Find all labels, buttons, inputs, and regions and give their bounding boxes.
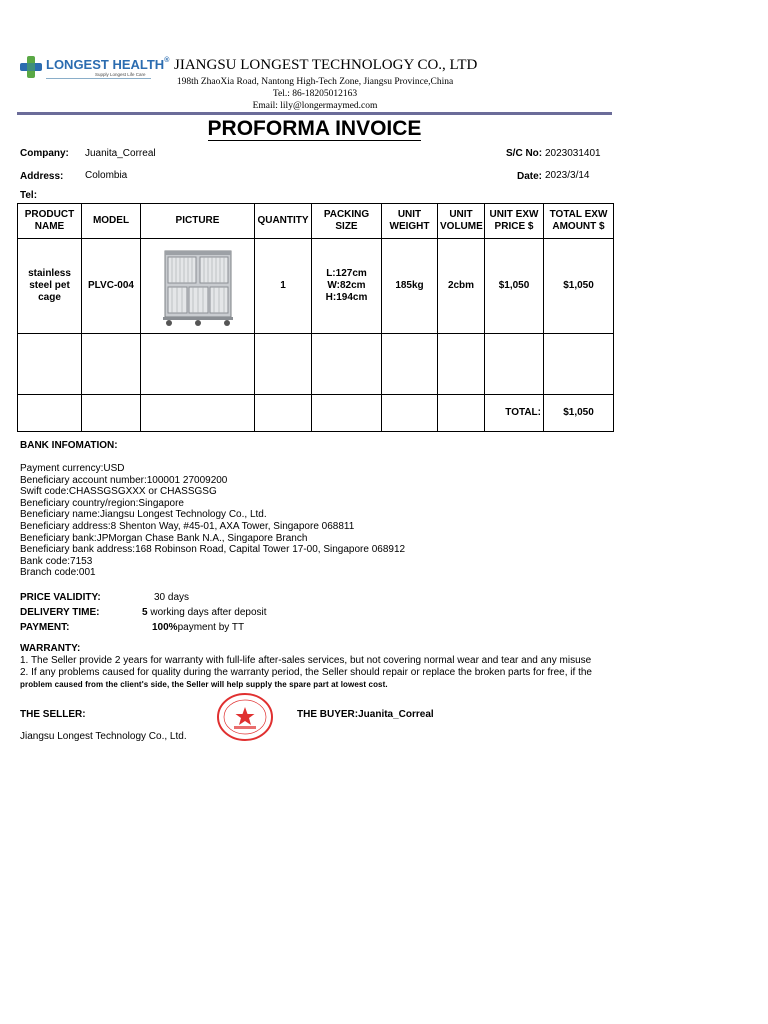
price-validity-label: PRICE VALIDITY: [20, 592, 101, 603]
col-header: UNIT EXW PRICE $ [485, 204, 544, 239]
cell-picture [141, 239, 255, 334]
warranty-line-2: 2. If any problems caused for quality during the warranty period, the Seller should repair or replace the broken parts for free, if the [20, 667, 592, 678]
bank-line: Beneficiary bank address:168 Robinson Road, Capital Tower 17-00, Singapore 068912 [20, 544, 406, 556]
company-label: Company: [20, 148, 69, 159]
col-header: PICTURE [141, 204, 255, 239]
payment-label: PAYMENT: [20, 622, 70, 633]
bank-line: Branch code:001 [20, 567, 96, 579]
tel-label: Tel: [20, 190, 38, 201]
delivery-time-value: 5 working days after deposit [142, 607, 267, 618]
delivery-time-label: DELIVERY TIME: [20, 607, 100, 618]
bank-info-block [20, 463, 405, 579]
bank-heading: BANK INFOMATION: [20, 440, 118, 451]
table-row-empty [18, 334, 614, 395]
address-value: Colombia [85, 170, 128, 181]
page-title: PROFORMA INVOICE [207, 117, 422, 140]
cell-packing-size [312, 239, 382, 334]
col-header: MODEL [82, 204, 141, 239]
address-label: Address: [20, 171, 64, 182]
company-name: JIANGSU LONGEST TECHNOLOGY CO., LTD [174, 57, 478, 73]
cell-unit-price: $1,050 [485, 239, 544, 334]
packing-width: W:82cm [327, 280, 366, 291]
buyer-label: THE BUYER:Juanita_Correal [297, 709, 434, 720]
seller-company: Jiangsu Longest Technology Co., Ltd. [20, 731, 187, 742]
bank-line: Beneficiary account number:100001 27009200 [20, 474, 228, 486]
warranty-line-1: 1. The Seller provide 2 years for warranty with full-life after-sales services, but not covering normal wear and tear and any misuse [20, 655, 592, 666]
table-total-row [18, 395, 614, 432]
logo-tagline: Supply Longest Life Care [95, 72, 146, 77]
date-label: Date: [517, 171, 543, 182]
cell-total-amount: $1,050 [544, 239, 614, 334]
col-header: UNIT VOLUME [438, 204, 485, 239]
sc-value: 2023031401 [545, 148, 601, 159]
col-header: UNIT WEIGHT [382, 204, 438, 239]
bank-line: Bank code:7153 [20, 555, 93, 567]
col-header: TOTAL EXW AMOUNT $ [544, 204, 614, 239]
date-value: 2023/3/14 [545, 170, 590, 181]
col-header: PRODUCT NAME [18, 204, 82, 239]
packing-height: H:194cm [325, 292, 368, 303]
payment-value: 100%payment by TT [152, 622, 245, 633]
table-header-row [18, 204, 614, 239]
sc-label: S/C No: [506, 148, 543, 159]
product-table [17, 203, 614, 432]
col-header: PACKING SIZE [312, 204, 382, 239]
col-header: QUANTITY [255, 204, 312, 239]
company-value: Juanita_Correal [85, 148, 156, 159]
bank-line: Beneficiary bank:JPMorgan Chase Bank N.A., Singapore Branch [20, 532, 308, 544]
bank-line: Beneficiary address:8 Shenton Way, #45-01, AXA Tower, Singapore 068811 [20, 520, 355, 532]
company-address: 198th ZhaoXia Road, Nantong High-Tech Zone, Jiangsu Province,China [176, 77, 454, 87]
cell-volume: 2cbm [438, 239, 485, 334]
cell-model: PLVC-004 [82, 239, 141, 334]
table-row [18, 239, 614, 334]
bank-line: Payment currency:USD [20, 463, 125, 474]
total-label: TOTAL: [485, 395, 544, 432]
logo-name: LONGEST HEALTH® [46, 57, 170, 72]
price-validity-value: 30 days [154, 592, 190, 603]
header-rule [17, 112, 612, 115]
company-email: Email: lily@longermaymed.com [252, 101, 378, 111]
total-value: $1,050 [544, 395, 614, 432]
seller-label: THE SELLER: [20, 709, 86, 720]
bank-line: Beneficiary country/region:Singapore [20, 497, 184, 509]
packing-length: L:127cm [326, 268, 367, 279]
warranty-label: WARRANTY: [20, 643, 81, 654]
cell-quantity: 1 [255, 239, 312, 334]
bank-line: Beneficiary name:Jiangsu Longest Technology Co., Ltd. [20, 509, 267, 521]
bank-line: Swift code:CHASSGSGXXX or CHASSGSG [20, 486, 217, 498]
warranty-line-3: problem caused from the client's side, the Seller will help supply the spare part at lowest cost. [20, 680, 388, 689]
cell-weight: 185kg [382, 239, 438, 334]
company-seal-icon [216, 692, 274, 742]
cell-product: stainless steel pet cage [18, 239, 82, 334]
company-tel: Tel.: 86-18205012163 [272, 89, 358, 99]
pet-cage-image-icon [159, 245, 237, 327]
